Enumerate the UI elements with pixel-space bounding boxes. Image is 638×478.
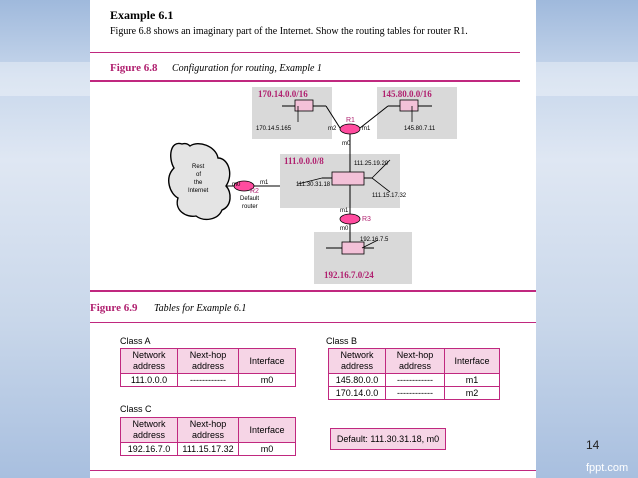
figure69-caption: Tables for Example 6.1 [154,303,247,314]
class-c-table [120,417,296,456]
header-network: Network address [121,418,178,443]
header-next-hop: Next-hop address [386,349,445,374]
cloud-label: Internet [188,188,209,194]
divider [90,470,536,471]
class-a-title: Class A [120,336,151,346]
header-interface: Interface [239,418,296,443]
interface-label: m1 [362,126,371,132]
cloud-label: of [196,172,202,178]
interface-label: m1 [340,208,349,214]
interface-label: m0 [232,182,241,188]
router-label: R2 [250,188,259,195]
network-label: 145.80.0.0/16 [382,89,432,99]
cloud-label: the [194,180,203,186]
class-b-title: Class B [326,336,358,346]
cloud-label: Rest [192,164,205,170]
network-label: 111.0.0.0/8 [284,156,324,166]
divider [90,322,536,323]
hub-icon [342,242,364,254]
figure68-caption: Configuration for routing, Example 1 [172,63,322,74]
host-address: 170.14.5.165 [256,126,292,132]
header-interface: Interface [239,349,296,374]
hub-icon [332,172,364,185]
figure68-label: Figure 6.8 [110,62,158,74]
class-c-title: Class C [120,404,152,414]
table-row: 192.16.7.0 111.15.17.32 m0 [121,443,296,456]
divider [90,52,520,53]
document-page [90,0,536,478]
router-r1-icon [340,124,360,134]
table-row: 111.0.0.0 ------------ m0 [121,374,296,387]
router-label: R1 [346,117,355,124]
figure69-label: Figure 6.9 [90,302,138,314]
network-label: 170.14.0.0/16 [258,89,308,99]
default-router-label: Default [240,196,260,202]
host-address: 111.25.19.20 [354,161,389,167]
table-row: 145.80.0.0 ------------ m1 [329,374,500,387]
interface-label: m0 [340,226,349,232]
class-b-table [328,348,500,400]
host-address: 111.15.17.32 [372,193,407,199]
divider [90,290,536,292]
network-label: 192.16.7.0/24 [324,270,374,280]
brand-watermark: fppt.com [586,462,629,474]
default-route-box: Default: 111.30.31.18, m0 [330,428,446,450]
example-title: Example 6.1 [110,8,174,22]
header-next-hop: Next-hop address [178,349,239,374]
host-address: 111.30.31.18 [296,182,331,188]
header-network: Network address [329,349,386,374]
router-r3-icon [340,214,360,224]
table-row: 170.14.0.0 ------------ m2 [329,387,500,400]
header-network: Network address [121,349,178,374]
header-interface: Interface [445,349,500,374]
interface-label: m0 [342,141,351,147]
host-address: 192.16.7.5 [360,237,389,243]
class-a-table [120,348,296,387]
interface-label: m1 [260,180,269,186]
header-next-hop: Next-hop address [178,418,239,443]
slide-number: 14 [586,438,600,452]
router-label: R3 [362,216,371,223]
hub-icon [400,100,418,111]
host-address: 145.80.7.11 [404,126,436,132]
default-router-label: router [242,204,258,210]
interface-label: m2 [328,126,337,132]
example-text: Figure 6.8 shows an imaginary part of the Internet. Show the routing tables for router R1. [110,26,468,37]
